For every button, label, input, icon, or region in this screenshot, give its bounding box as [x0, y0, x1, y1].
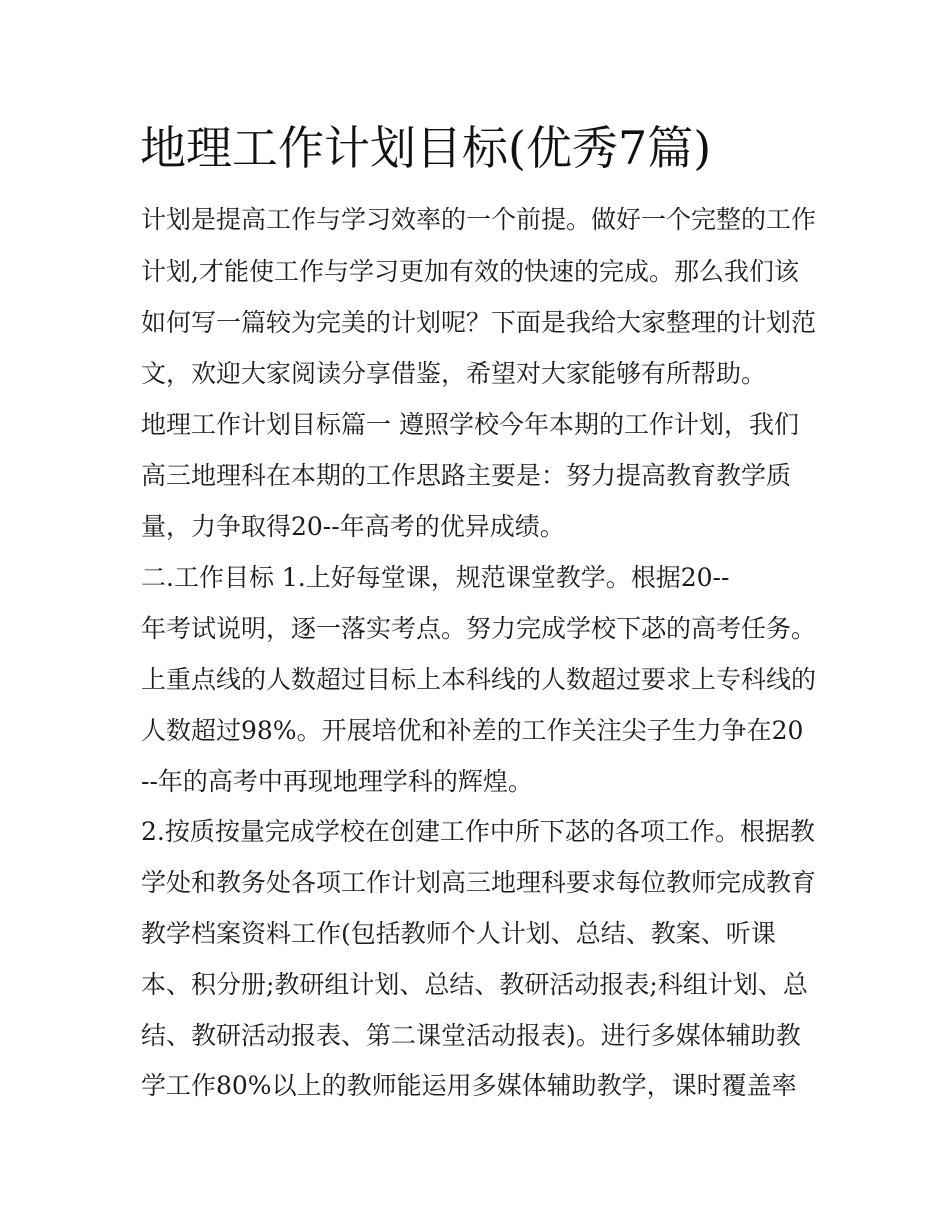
paragraph-line: 高三地理科在本期的工作思路主要是：努力提高教育教学质 [141, 461, 792, 490]
paragraph-line: 地理工作计划目标篇一 遵照学校今年本期的工作计划，我们 [141, 410, 799, 439]
paragraph-line: 计划,才能使工作与学习更加有效的快速的完成。那么我们该 [141, 257, 799, 286]
paragraph-line: 年考试说明，逐一落实考点。努力完成学校下苾的高考任务。 [141, 614, 817, 643]
paragraph-line: 上重点线的人数超过目标上本科线的人数超过要求上专科线的 [141, 665, 817, 694]
document-title: 地理工作计划目标(优秀7篇) [140, 121, 712, 175]
paragraph-line: 本、积分册;教研组计划、总结、教研活动报表;科组计划、总 [141, 970, 808, 999]
paragraph-line: --年的高考中再现地理学科的辉煌。 [141, 767, 533, 796]
paragraph-line: 如何写一篇较为完美的计划呢？下面是我给大家整理的计划范 [141, 308, 817, 337]
paragraph-line: 学工作80%以上的教师能运用多媒体辅助教学，课时覆盖率 [141, 1071, 797, 1100]
paragraph-line: 2.按质按量完成学校在创建工作中所下苾的各项工作。根据教 [141, 817, 815, 846]
paragraph-line: 二.工作目标 1.上好每堂课，规范课堂教学。根据20-- [141, 563, 730, 592]
paragraph-line: 文，欢迎大家阅读分享借鉴，希望对大家能够有所帮助。 [141, 359, 767, 388]
paragraph-line: 学处和教务处各项工作计划高三地理科要求每位教师完成教育 [141, 868, 817, 897]
paragraph-line: 教学档案资料工作(包括教师个人计划、总结、教案、听课 [141, 919, 776, 948]
paragraph-line: 结、教研活动报表、第二课堂活动报表)。进行多媒体辅助教 [141, 1021, 801, 1050]
paragraph-line: 计划是提高工作与学习效率的一个前提。做好一个完整的工作 [141, 205, 817, 234]
paragraph-line: 人数超过98%。开展培优和补差的工作关注尖子生力争在20 [141, 716, 804, 745]
paragraph-line: 量，力争取得20--年高考的优异成绩。 [141, 512, 565, 541]
